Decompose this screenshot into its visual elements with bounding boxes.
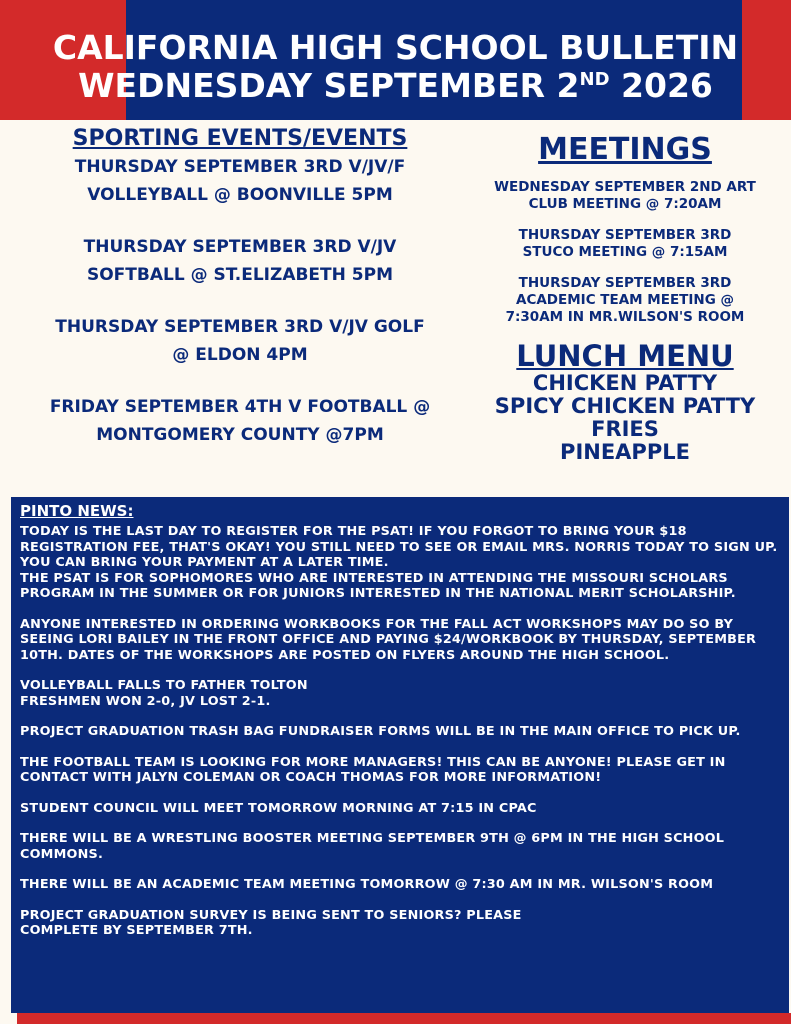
news-paragraph: FRESHMEN WON 2-0, JV LOST 2-1.	[20, 693, 271, 709]
sporting-event	[10, 153, 470, 209]
event-line: FRIDAY SEPTEMBER 4TH V FOOTBALL @	[49, 397, 431, 417]
meeting-item	[466, 227, 784, 261]
event-line: MONTGOMERY COUNTY @7PM	[96, 425, 384, 445]
sporting-event	[10, 393, 470, 449]
meeting-line: WEDNESDAY SEPTEMBER 2ND ART	[494, 179, 756, 195]
meeting-line: ACADEMIC TEAM MEETING @	[516, 292, 734, 308]
lunch-menu-heading: LUNCH MENU	[516, 339, 734, 373]
event-line: THURSDAY SEPTEMBER 3RD V/JV GOLF	[55, 317, 425, 337]
date-main: WEDNESDAY SEPTEMBER 2	[78, 66, 580, 105]
lunch-item: FRIES	[591, 417, 659, 441]
bulletin-title: CALIFORNIA HIGH SCHOOL BULLETIN	[52, 28, 739, 67]
sporting-event	[10, 233, 470, 289]
meetings-lunch-column	[466, 120, 784, 464]
meeting-line: THURSDAY SEPTEMBER 3RD	[518, 227, 732, 243]
sporting-event	[10, 313, 470, 369]
footer-red-bar	[17, 1013, 791, 1024]
meeting-line: CLUB MEETING @ 7:20AM	[528, 196, 722, 212]
news-paragraph: THE PSAT IS FOR SOPHOMORES WHO ARE INTERESTED IN ATTENDING THE MISSOURI SCHOLARS PROGRAM IN THE SUMMER OR FOR JUNIORS INTERESTED IN THE NATIONAL MERIT SCHOLARSHIP.	[20, 570, 736, 601]
bulletin-date	[0, 66, 791, 105]
lunch-item: PINEAPPLE	[560, 440, 690, 464]
news-paragraph: THE FOOTBALL TEAM IS LOOKING FOR MORE MANAGERS! THIS CAN BE ANYONE! PLEASE GET IN CONTACT WITH JALYN COLEMAN OR COACH THOMAS FOR MORE INFORMATION!	[20, 754, 726, 785]
meetings-heading: MEETINGS	[538, 132, 712, 167]
meeting-item	[466, 275, 784, 326]
news-paragraph: ANYONE INTERESTED IN ORDERING WORKBOOKS FOR THE FALL ACT WORKSHOPS MAY DO SO BY SEEING LORI BAILEY IN THE FRONT OFFICE AND PAYING $24/WORKBOOK BY THURSDAY, SEPTEMBER 10TH. DATES OF THE WORKSHOPS ARE POSTED ON FLYERS AROUND THE HIGH SCHOOL.	[20, 616, 757, 663]
sporting-events-heading: SPORTING EVENTS/EVENTS	[72, 126, 408, 151]
pinto-news-heading: PINTO NEWS:	[20, 502, 134, 520]
event-line: VOLLEYBALL @ BOONVILLE 5PM	[87, 185, 393, 205]
event-line: THURSDAY SEPTEMBER 3RD V/JV/F	[74, 157, 406, 177]
news-paragraph: STUDENT COUNCIL WILL MEET TOMORROW MORNING AT 7:15 IN CPAC	[20, 800, 537, 816]
news-paragraph: PROJECT GRADUATION SURVEY IS BEING SENT TO SENIORS? PLEASE	[20, 907, 522, 923]
date-year: 2026	[621, 66, 713, 105]
news-paragraph: THERE WILL BE A WRESTLING BOOSTER MEETING SEPTEMBER 9TH @ 6PM IN THE HIGH SCHOOL COMMONS.	[20, 831, 725, 862]
news-paragraph: THERE WILL BE AN ACADEMIC TEAM MEETING TOMORROW @ 7:30 AM IN MR. WILSON'S ROOM	[20, 877, 714, 892]
lunch-item: CHICKEN PATTY	[532, 371, 718, 395]
sporting-events-section	[10, 120, 470, 473]
news-paragraph: PROJECT GRADUATION TRASH BAG FUNDRAISER FORMS WILL BE IN THE MAIN OFFICE TO PICK UP.	[20, 724, 741, 739]
lunch-item: SPICY CHICKEN PATTY	[494, 394, 756, 418]
meeting-item	[466, 179, 784, 213]
news-paragraph: TODAY IS THE LAST DAY TO REGISTER FOR THE PSAT! IF YOU FORGOT TO BRING YOUR $18 REGISTRATION FEE, THAT'S OKAY! YOU STILL NEED TO SEE OR EMAIL MRS. NORRIS TODAY TO SIGN UP. YOU CAN BRING YOUR PAYMENT AT A LATER TIME.	[20, 524, 778, 570]
event-line: SOFTBALL @ ST.ELIZABETH 5PM	[86, 265, 393, 285]
news-paragraph: COMPLETE BY SEPTEMBER 7TH.	[20, 923, 253, 938]
date-suffix: ND	[579, 69, 610, 90]
meeting-line: STUCO MEETING @ 7:15AM	[522, 244, 728, 260]
meeting-line: THURSDAY SEPTEMBER 3RD	[518, 275, 732, 291]
meeting-line: 7:30AM IN MR.WILSON'S ROOM	[505, 309, 745, 325]
event-line: THURSDAY SEPTEMBER 3RD V/JV	[83, 237, 397, 257]
event-line: @ ELDON 4PM	[172, 345, 308, 365]
pinto-news-panel	[11, 497, 789, 1013]
news-paragraph: VOLLEYBALL FALLS TO FATHER TOLTON	[20, 678, 308, 693]
